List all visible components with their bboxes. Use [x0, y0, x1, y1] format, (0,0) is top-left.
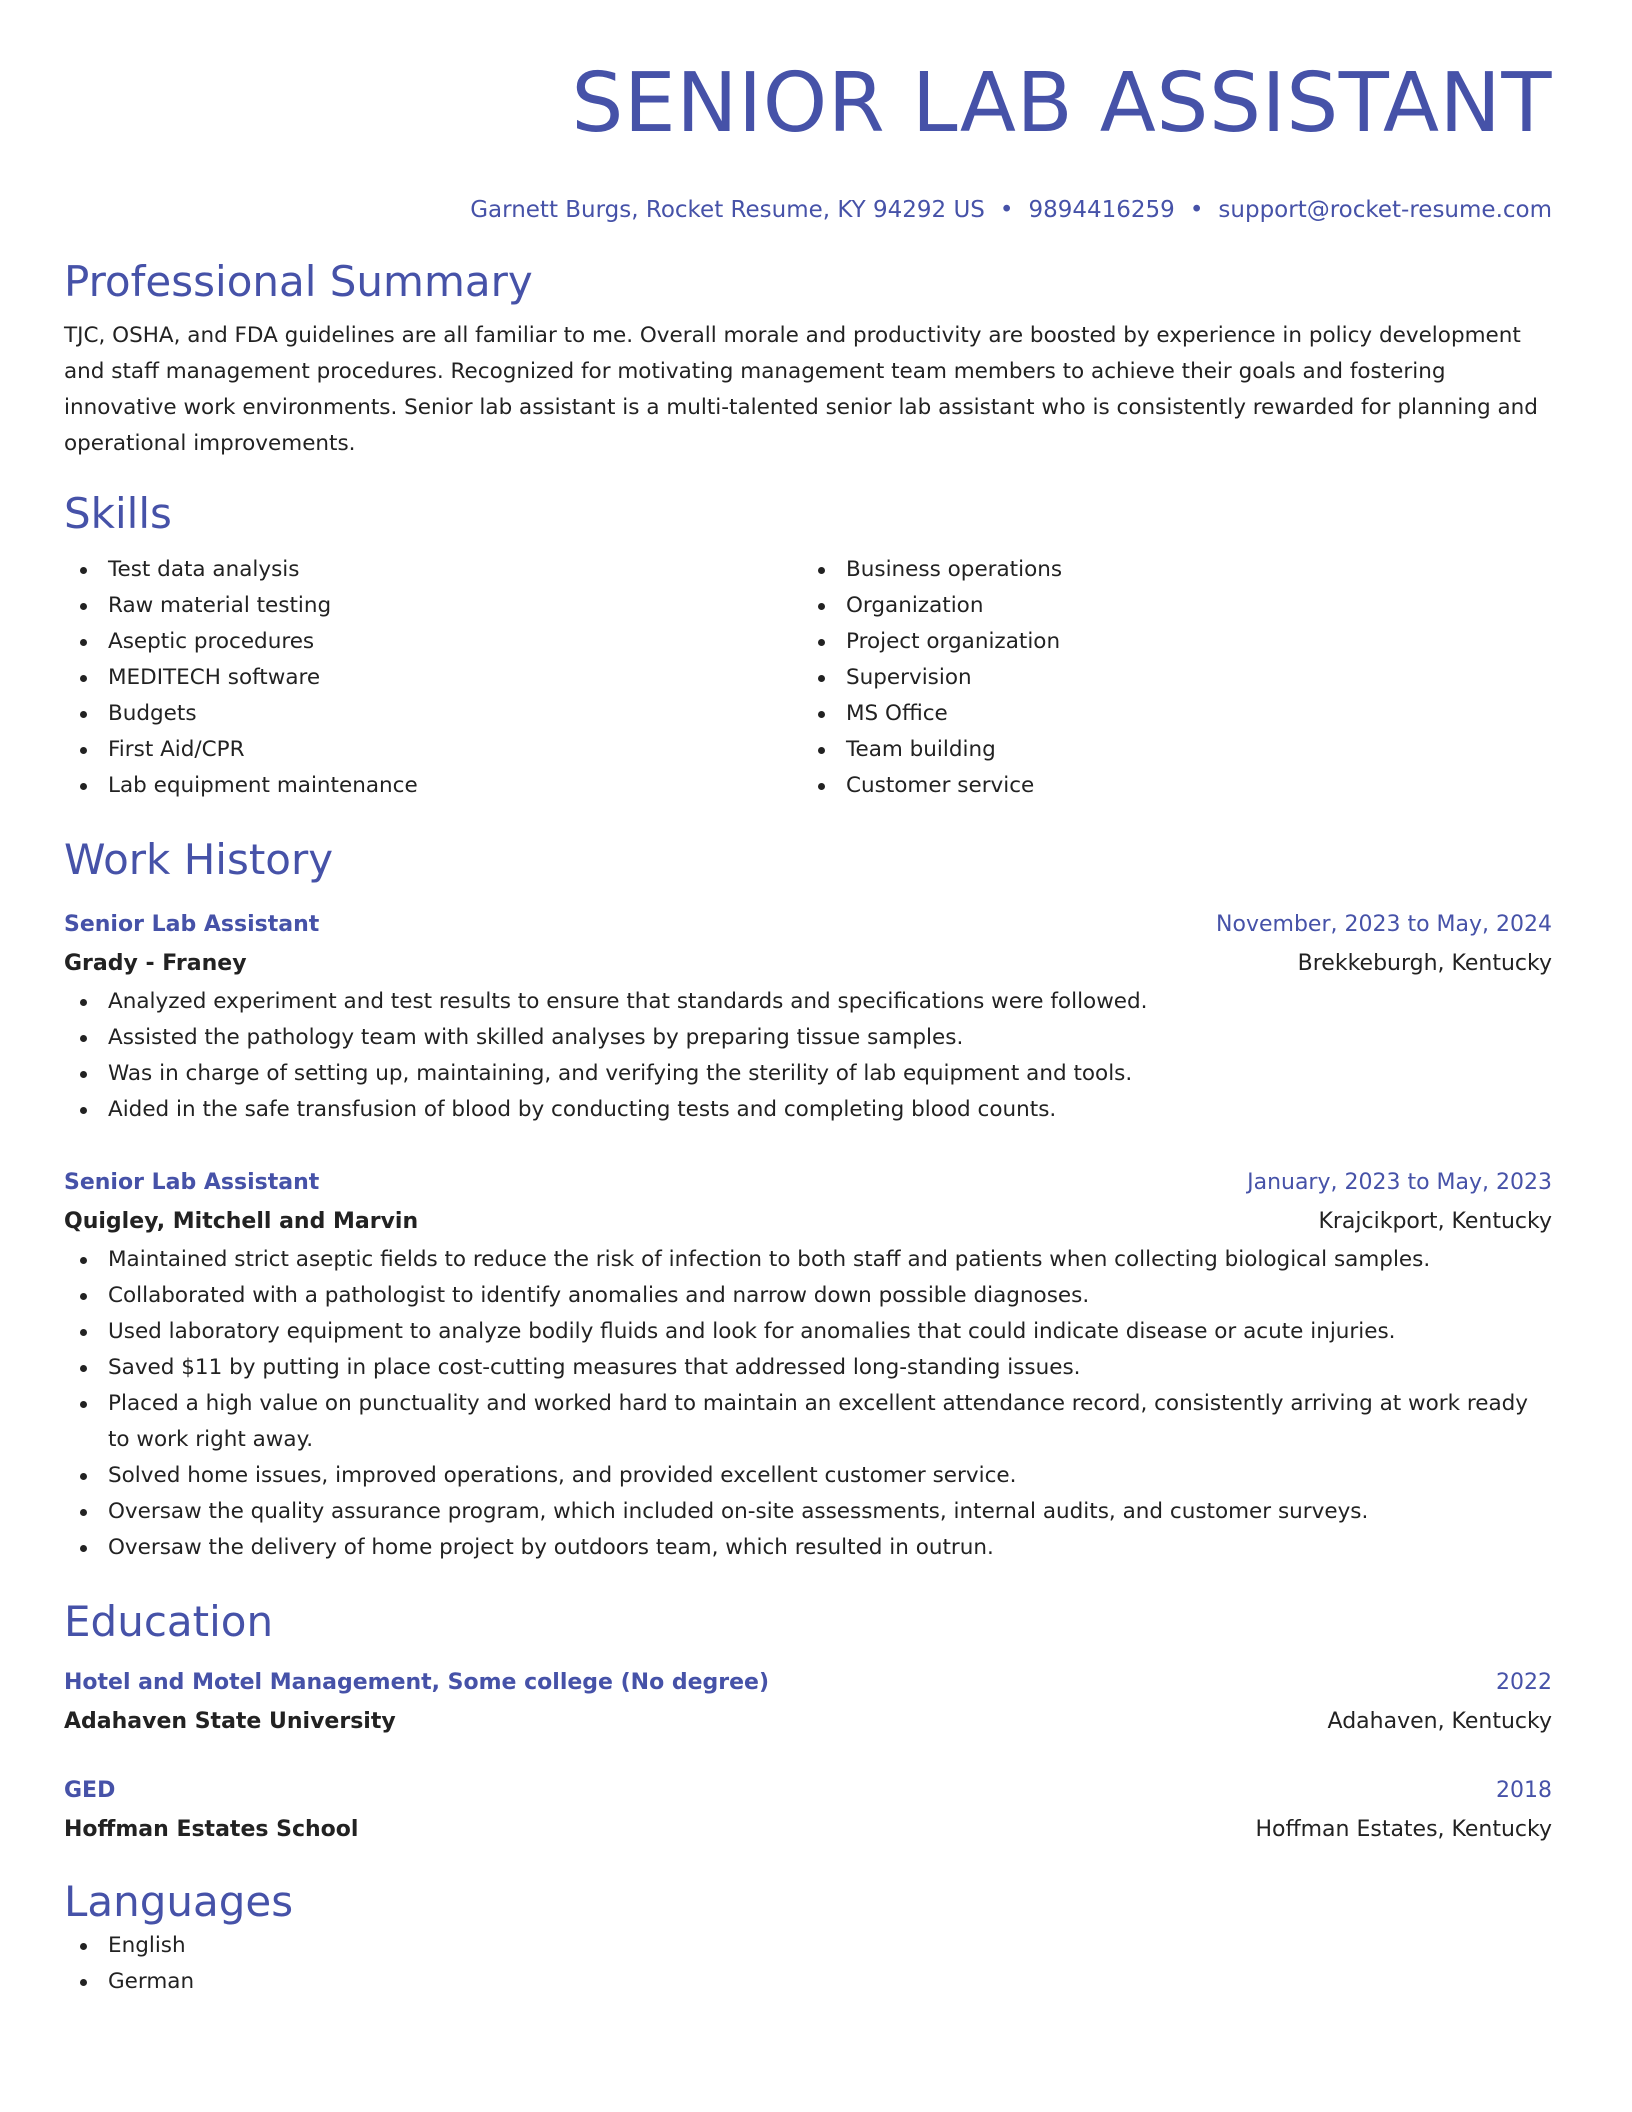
job-header-row	[64, 1164, 1552, 1202]
skill-item: Budgets	[64, 696, 802, 732]
job-bullets	[64, 984, 1552, 1128]
job-bullet: Was in charge of setting up, maintaining, and verifying the sterility of lab equipment and tools.	[64, 1056, 1552, 1092]
job-bullet: Aided in the safe transfusion of blood by conducting tests and completing blood counts.	[64, 1092, 1552, 1128]
education-degree: GED	[64, 1778, 116, 1803]
education-entry	[64, 1664, 1552, 1742]
skill-item: MS Office	[802, 696, 1540, 732]
section-heading-work-history: Work History	[64, 835, 334, 884]
skills-list-left	[64, 552, 802, 804]
skill-item: Project organization	[802, 624, 1540, 660]
language-item: English	[64, 1928, 1552, 1964]
job-title: Senior Lab Assistant	[64, 912, 320, 937]
education-header-row	[64, 1772, 1552, 1810]
skill-item: Lab equipment maintenance	[64, 768, 802, 804]
job-bullet: Maintained strict aseptic fields to reduce the risk of infection to both staff and patients when collecting biological samples.	[64, 1242, 1552, 1278]
job-bullet: Assisted the pathology team with skilled analyses by preparing tissue samples.	[64, 1020, 1552, 1056]
job-company: Grady - Franey	[64, 951, 247, 976]
education-header-row	[64, 1664, 1552, 1702]
skill-item: Supervision	[802, 660, 1540, 696]
contact-phone: 9894416259	[1028, 197, 1175, 223]
job-company: Quigley, Mitchell and Marvin	[64, 1209, 419, 1234]
job-entry	[64, 906, 1552, 1128]
skill-item: First Aid/CPR	[64, 732, 802, 768]
job-company-row	[64, 1202, 1552, 1242]
job-bullet: Oversaw the quality assurance program, which included on-site assessments, internal audits, and customer surveys.	[64, 1494, 1552, 1530]
job-bullet: Used laboratory equipment to analyze bodily fluids and look for anomalies that could indicate disease or acute injuries.	[64, 1314, 1552, 1350]
job-entry	[64, 1164, 1552, 1566]
skill-item: Business operations	[802, 552, 1540, 588]
education-year: 2018	[1496, 1778, 1552, 1803]
skills-list-right	[802, 552, 1540, 804]
job-bullets	[64, 1242, 1552, 1566]
skill-item: Organization	[802, 588, 1540, 624]
education-school: Adahaven State University	[64, 1709, 396, 1734]
resume-title: SENIOR LAB ASSISTANT	[571, 56, 1552, 151]
summary-text: TJC, OSHA, and FDA guidelines are all familiar to me. Overall morale and productivity are boosted by experience in policy development and staff management procedures. Recognized for motivating management team members to achieve their goals and fostering innovative work environments. Senior lab assistant is a multi-talented senior lab assistant who is consistently rewarded for planning and operational improvements.	[64, 323, 1538, 456]
education-school-row	[64, 1702, 1552, 1742]
contact-line	[64, 194, 1552, 226]
job-header-row	[64, 906, 1552, 944]
job-company-row	[64, 944, 1552, 984]
skill-item: MEDITECH software	[64, 660, 802, 696]
job-bullet: Saved $11 by putting in place cost-cutting measures that addressed long-standing issues.	[64, 1350, 1552, 1386]
education-degree: Hotel and Motel Management, Some college (No degree)	[64, 1670, 770, 1695]
language-item: German	[64, 1964, 1552, 2000]
job-bullet: Placed a high value on punctuality and worked hard to maintain an excellent attendance record, consistently arriving at work ready to work right away.	[64, 1386, 1552, 1458]
skills-grid	[64, 552, 1552, 804]
languages-list	[64, 1928, 1552, 2000]
skill-item: Team building	[802, 732, 1540, 768]
skill-item: Aseptic procedures	[64, 624, 802, 660]
job-dates: January, 2023 to May, 2023	[1247, 1170, 1552, 1195]
job-bullet: Analyzed experiment and test results to ensure that standards and specifications were followed.	[64, 984, 1552, 1020]
job-location: Krajcikport, Kentucky	[1318, 1209, 1552, 1234]
section-heading-education: Education	[64, 1597, 274, 1646]
job-bullet: Solved home issues, improved operations, and provided excellent customer service.	[64, 1458, 1552, 1494]
skill-item: Customer service	[802, 768, 1540, 804]
section-heading-summary: Professional Summary	[64, 257, 533, 306]
section-heading-skills: Skills	[64, 489, 172, 538]
skills-column-right	[802, 552, 1540, 804]
education-school-row	[64, 1810, 1552, 1850]
job-title: Senior Lab Assistant	[64, 1170, 320, 1195]
contact-separator: •	[999, 197, 1014, 223]
education-entry	[64, 1772, 1552, 1850]
contact-address: Garnett Burgs, Rocket Resume, KY 94292 US	[470, 197, 985, 223]
job-location: Brekkeburgh, Kentucky	[1297, 951, 1552, 976]
contact-email[interactable]: support@rocket-resume.com	[1218, 197, 1552, 223]
contact-separator: •	[1189, 197, 1204, 223]
job-bullet: Collaborated with a pathologist to identify anomalies and narrow down possible diagnoses.	[64, 1278, 1552, 1314]
job-bullet: Oversaw the delivery of home project by outdoors team, which resulted in outrun.	[64, 1530, 1552, 1566]
education-location: Hoffman Estates, Kentucky	[1255, 1817, 1552, 1842]
skill-item: Raw material testing	[64, 588, 802, 624]
education-location: Adahaven, Kentucky	[1327, 1709, 1552, 1734]
section-heading-languages: Languages	[64, 1877, 294, 1926]
job-dates: November, 2023 to May, 2024	[1216, 912, 1552, 937]
education-school: Hoffman Estates School	[64, 1817, 359, 1842]
skills-column-left	[64, 552, 802, 804]
education-year: 2022	[1496, 1670, 1552, 1695]
skill-item: Test data analysis	[64, 552, 802, 588]
